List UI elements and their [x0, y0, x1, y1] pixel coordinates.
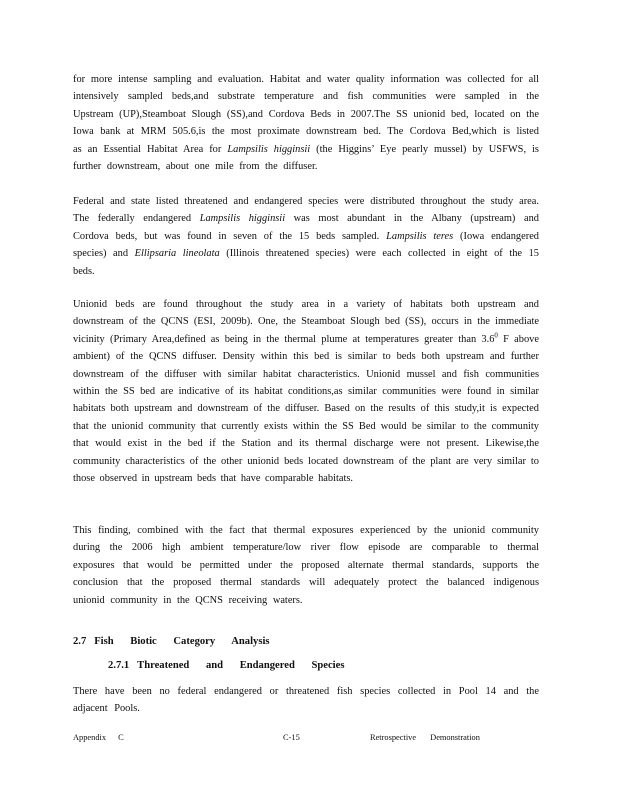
paragraph-listed-species: [73, 193, 539, 280]
section-heading-2-7-1: [108, 660, 344, 671]
species-name: Lampsilis higginsii: [199, 213, 286, 225]
paragraph-text: (Iowa endangered species) and: [73, 230, 540, 260]
section-title: Threatened and Endangered Species: [137, 660, 345, 671]
species-name: Ellipsaria lineolata: [134, 248, 220, 260]
paragraph-habitat-sampling: [73, 71, 539, 175]
superscript: 0: [494, 331, 498, 340]
paragraph-unionid-beds: [73, 296, 539, 487]
paragraph-thermal-finding: [73, 522, 539, 609]
paragraph-text: (the Higgins’ Eye pearly mussel) by USFWS, is further downstream, about one mile from the diffuser.: [73, 143, 539, 173]
species-name: Lampsilis teres: [386, 230, 454, 242]
paragraph-text: There have been no federal endangered or threatened fish species collected in Pool 14 and the adjacent Pools.: [73, 686, 539, 715]
paragraph-text: This finding, combined with the fact that thermal exposures experienced by the unionid community during the 2006 high ambient temperature/low river flow episode are comparable to thermal exposures that would be permitted under the proposed alternate thermal standards, supports the conclusion that the proposed thermal standards will adequately protect the balanced indigenous unionid community in the QCNS receiving waters.: [73, 525, 539, 606]
paragraph-text: (Illinois threatened species) were each collected in eight of the 15 beds.: [73, 248, 539, 277]
section-heading-2-7: [73, 636, 270, 647]
footer-document-title: Retrospective Demonstration: [370, 733, 480, 742]
footer-appendix: Appendix C: [73, 733, 124, 742]
species-name: Lampsilis higginsii: [227, 143, 311, 155]
paragraph-text: was most abundant in the Albany (upstream) and Cordova beds, but was found in seven of the 15 beds sampled.: [73, 213, 539, 242]
paragraph-fish-species: [73, 683, 539, 718]
footer-page-number: C-15: [283, 733, 300, 742]
section-number: 2.7.1: [108, 660, 130, 671]
section-number: 2.7: [73, 636, 87, 647]
paragraph-text: Federal and state listed threatened and endangered species were distributed throughout the study area. The federally endangered: [73, 196, 539, 225]
paragraph-text: F above ambient) of the QCNS diffuser. Density within this bed is similar to beds both upstream and further downstream of the diffuser with similar habitat characteristics. Unionid mussel and fish communities within the SS bed are indicative of its habitat conditions,as similar communities were found in similar habitats both upstream and downstream of the diffuser. Based on the results of this study,it is expected that the unionid community that currently exists within the SS Bed would be similar to the community that would exist in the bed if the Station and its thermal discharge were not present. Likewise,the community characteristics of the other unionid beds located downstream of the plant are very similar to those observed in upstream beds that have comparable habitats.: [73, 333, 539, 485]
paragraph-text: Unionid beds are found throughout the study area in a variety of habitats both upstream and downstream of the QCNS (ESI, 2009b). One, the Steamboat Slough bed (SS), occurs in the immediate vicinity (Primary Area,defined as being in the thermal plume at temperatures greater than 3.6: [73, 299, 539, 345]
paragraph-text: for more intense sampling and evaluation. Habitat and water quality information was collected for all intensively sampled beds,and substrate temperature and fish communities were sampled in the Upstream (UP),Steamboat Slough (SS),and Cordova Beds in 2007.The SS unionid bed, located on the Iowa bank at MRM 505.6,is the most proximate downstream bed. The Cordova Bed,which is listed as an Essential Habitat Area for: [73, 74, 539, 155]
section-title: Fish Biotic Category Analysis: [94, 636, 270, 647]
